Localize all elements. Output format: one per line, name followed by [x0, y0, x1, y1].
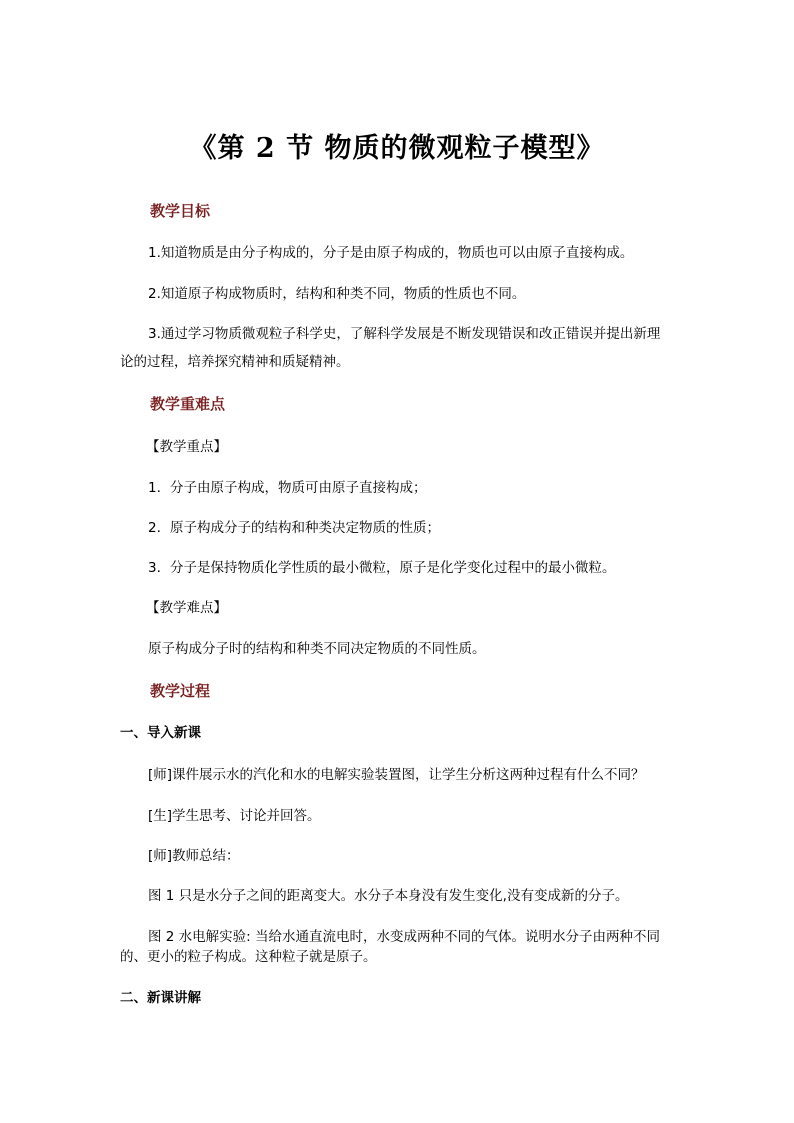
key-point-1: 1. 分子由原子构成，物质可由原子直接构成； [148, 480, 427, 496]
part-new-lesson-heading: 二、新课讲解 [120, 990, 201, 1006]
key-point-2: 2. 原子构成分子的结构和种类决定物质的性质； [148, 520, 440, 536]
goal-item-1: 1.知道物质是由分子构成的，分子是由原子构成的，物质也可以由原子直接构成。 [148, 245, 634, 261]
student-line: [生]学生思考、讨论并回答。 [148, 808, 321, 824]
heading-teaching-process: 教学过程 [150, 682, 211, 700]
heading-key-difficulties: 教学重难点 [150, 395, 226, 413]
page-title: 《第 2 节 物质的微观粒子模型》 [189, 133, 605, 164]
goal-item-3: 3.通过学习物质微观粒子科学史，了解科学发展是不断发现错误和改正错误并提出新理 [148, 326, 661, 342]
difficulty-text: 原子构成分子时的结构和种类不同决定物质的不同性质。 [148, 641, 486, 657]
figure-2-explanation-cont: 的、更小的粒子构成。这种粒子就是原子。 [120, 949, 377, 965]
difficulty-label: 【教学难点】 [146, 600, 227, 616]
goal-item-2: 2.知道原子构成物质时，结构和种类不同，物质的性质也不同。 [148, 286, 526, 302]
teacher-line-1: [师]课件展示水的汽化和水的电解实验装置图，让学生分析这两种过程有什么不同？ [148, 767, 645, 783]
teacher-summary-line: [师]教师总结： [148, 848, 240, 864]
goal-item-3-cont: 论的过程，培养探究精神和质疑精神。 [120, 354, 350, 370]
figure-2-explanation: 图 2 水电解实验: 当给水通直流电时，水变成两种不同的气体。说明水分子由两种不同 [148, 929, 661, 945]
key-point-3: 3. 分子是保持物质化学性质的最小微粒，原子是化学变化过程中的最小微粒。 [148, 560, 616, 576]
key-points-label: 【教学重点】 [146, 439, 227, 455]
figure-1-explanation: 图 1 只是水分子之间的距离变大。水分子本身没有发生变化,没有变成新的分子。 [148, 888, 629, 904]
part-intro-heading: 一、导入新课 [120, 725, 201, 741]
heading-teaching-goals: 教学目标 [150, 202, 211, 220]
